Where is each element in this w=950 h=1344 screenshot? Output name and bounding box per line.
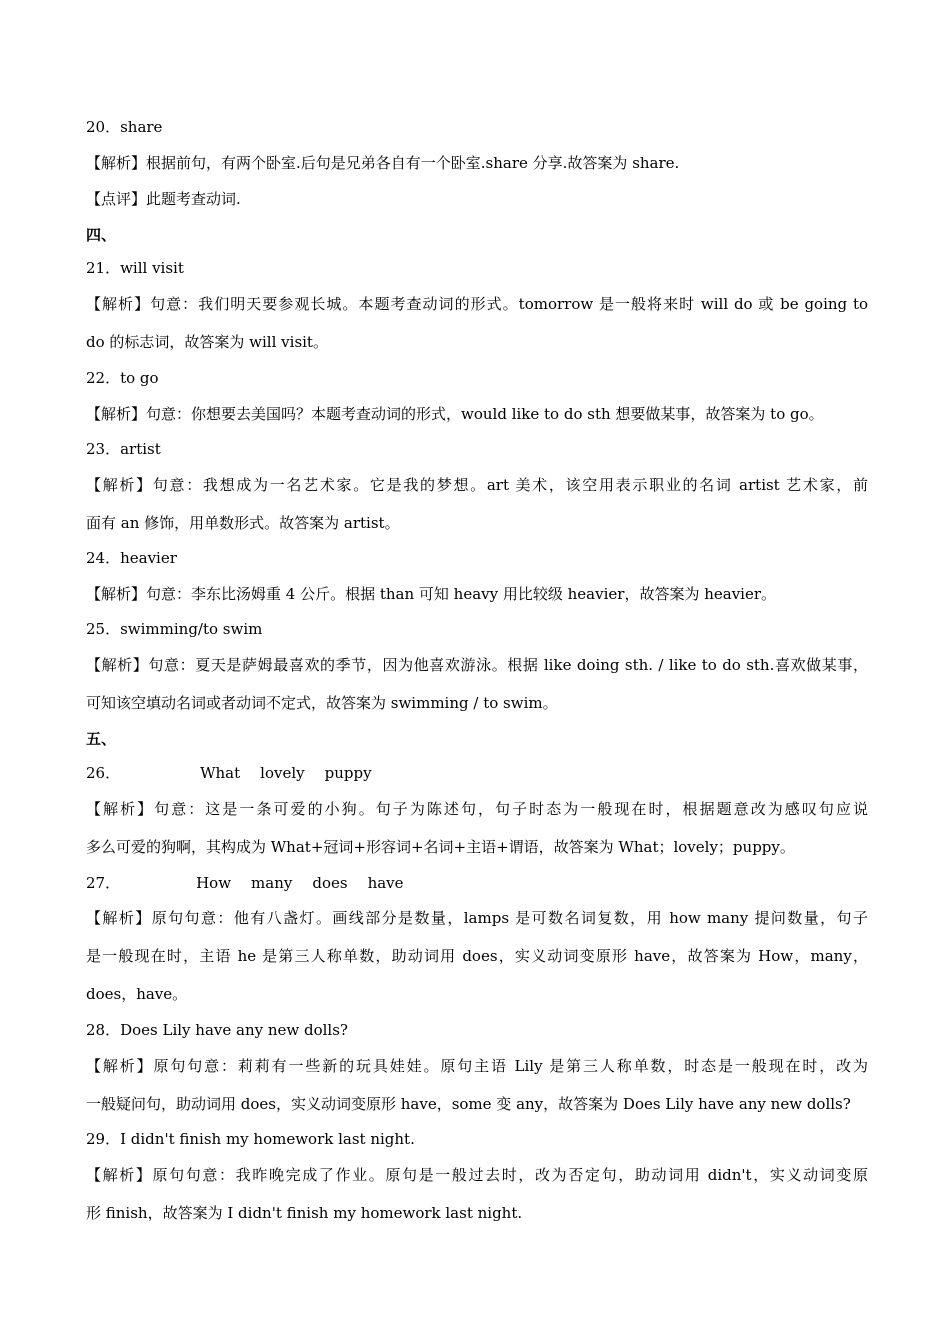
q28-answer: 28．Does Lily have any new dolls? (86, 1021, 348, 1039)
q27-word-1: How (196, 874, 232, 892)
q23-analysis-line1: 【解析】句意：我想成为一名艺术家。它是我的梦想。art 美术，该空用表示职业的名词 artist 艺术家，前 (86, 476, 868, 494)
q26-analysis-line2: 多么可爱的狗啊，其构成为 What+冠词+形容词+名词+主语+谓语，故答案为 What；lovely；puppy。 (86, 838, 795, 856)
q28-analysis-line2: 一般疑问句，助动词用 does，实义动词变原形 have，some 变 any，故答案为 Does Lily have any new dolls? (86, 1095, 851, 1113)
q27-word-2: many (251, 874, 293, 892)
q26-word-2: lovely (260, 764, 305, 782)
q20-analysis: 【解析】根据前句，有两个卧室.后句是兄弟各自有一个卧室.share 分享.故答案为 share. (86, 154, 680, 172)
q20-answer: 20．share (86, 118, 163, 136)
q20-comment: 【点评】此题考查动词. (86, 190, 241, 208)
q22-analysis: 【解析】句意：你想要去美国吗？本题考查动词的形式，would like to do sth 想要做某事，故答案为 to go。 (86, 405, 824, 423)
q23-answer: 23．artist (86, 440, 161, 458)
q26-number: 26． (86, 764, 121, 782)
section-5-heading: 五、 (86, 730, 117, 748)
q26-answer (86, 762, 868, 784)
q26-word-1: What (200, 764, 241, 782)
q25-analysis-line2: 可知该空填动名词或者动词不定式，故答案为 swimming / to swim。 (86, 694, 558, 712)
q25-answer: 25．swimming/to swim (86, 620, 263, 638)
q27-number: 27． (86, 874, 121, 892)
q28-analysis-line1: 【解析】原句句意：莉莉有一些新的玩具娃娃。原句主语 Lily 是第三人称单数，时态是一般现在时，改为 (86, 1057, 868, 1075)
q27-analysis-line3: does，have。 (86, 985, 188, 1003)
q21-answer: 21．will visit (86, 259, 184, 277)
q24-analysis: 【解析】句意：李东比汤姆重 4 公斤。根据 than 可知 heavy 用比较级 heavier，故答案为 heavier。 (86, 585, 777, 603)
section-4-heading: 四、 (86, 226, 117, 244)
q29-answer: 29．I didn't finish my homework last night. (86, 1130, 415, 1148)
q27-answer (86, 872, 868, 894)
q27-word-4: have (367, 874, 404, 892)
q27-analysis-line2: 是一般现在时，主语 he 是第三人称单数，助动词用 does，实义动词变原形 have，故答案为 How，many， (86, 947, 868, 965)
q27-word-3: does (312, 874, 348, 892)
q21-analysis-line1: 【解析】句意：我们明天要参观长城。本题考查动词的形式。tomorrow 是一般将来时 will do 或 be going to (86, 295, 868, 313)
q25-analysis-line1: 【解析】句意：夏天是萨姆最喜欢的季节，因为他喜欢游泳。根据 like doing sth. / like to do sth.喜欢做某事， (86, 656, 868, 674)
q24-answer: 24．heavier (86, 549, 177, 567)
q21-analysis-line2: do 的标志词，故答案为 will visit。 (86, 333, 328, 351)
q26-analysis-line1: 【解析】句意：这是一条可爱的小狗。句子为陈述句，句子时态为一般现在时，根据题意改为感叹句应说 (86, 800, 868, 818)
q26-word-3: puppy (324, 764, 372, 782)
q29-analysis-line1: 【解析】原句句意：我昨晚完成了作业。原句是一般过去时，改为否定句，助动词用 didn't，实义动词变原 (86, 1166, 868, 1184)
q22-answer: 22．to go (86, 369, 159, 387)
q29-analysis-line2: 形 finish，故答案为 I didn't finish my homework last night. (86, 1204, 523, 1222)
q27-analysis-line1: 【解析】原句句意：他有八盏灯。画线部分是数量，lamps 是可数名词复数，用 how many 提问数量，句子 (86, 909, 868, 927)
q23-analysis-line2: 面有 an 修饰，用单数形式。故答案为 artist。 (86, 514, 400, 532)
